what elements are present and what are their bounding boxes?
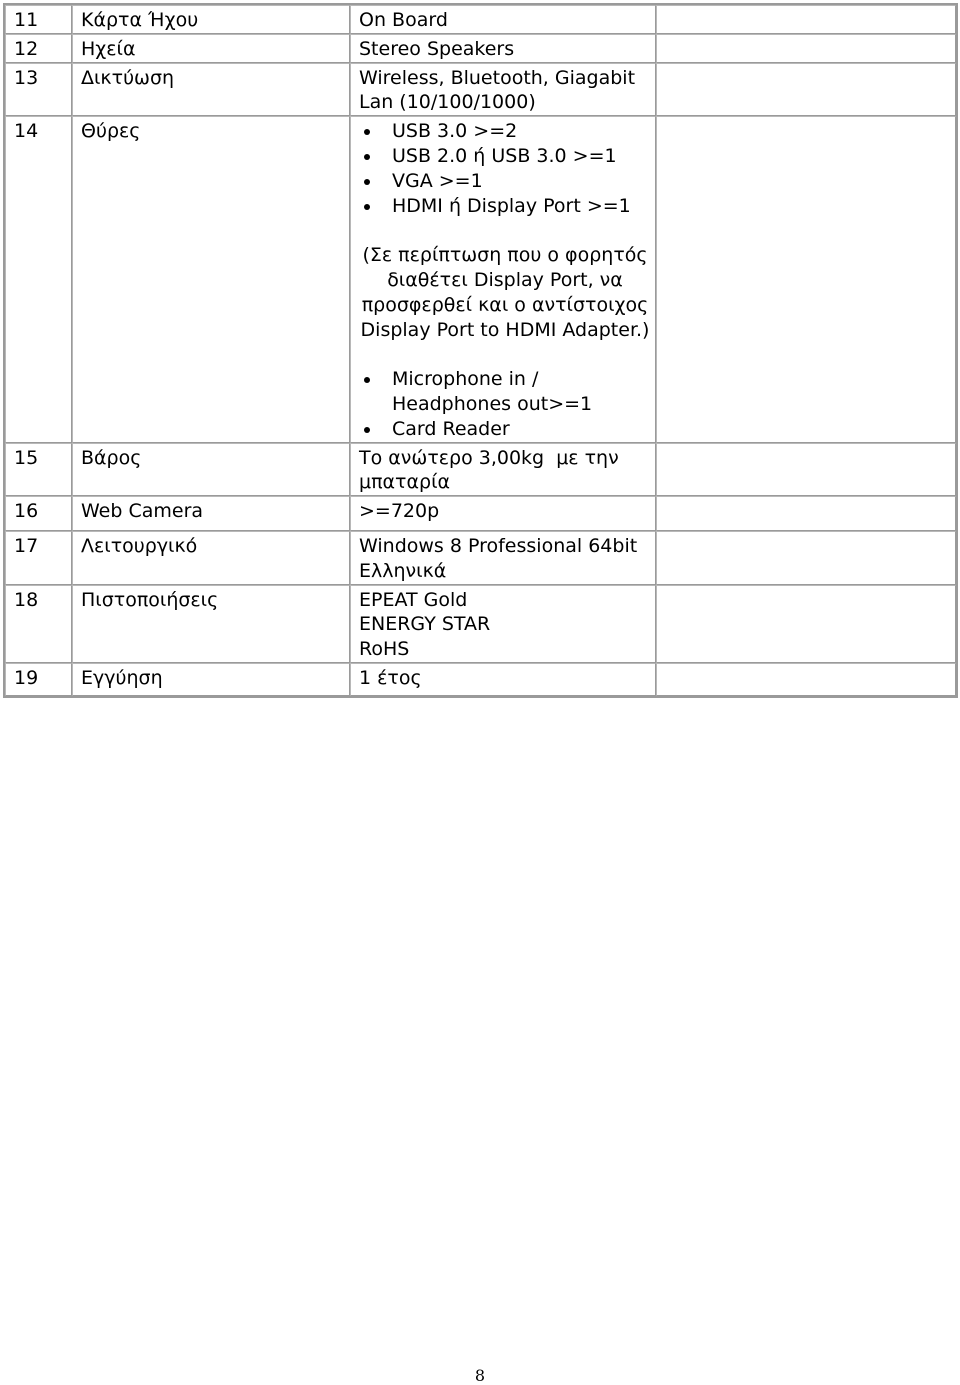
spec-name: Λειτουργικό bbox=[72, 531, 350, 585]
list-item bbox=[359, 367, 651, 417]
table-row bbox=[5, 5, 956, 34]
value-line: Το ανώτερο 3,00kg με την bbox=[359, 446, 619, 469]
row-number: 12 bbox=[5, 34, 72, 63]
response-cell bbox=[656, 496, 956, 531]
spec-name: Web Camera bbox=[72, 496, 350, 531]
spec-value: On Board bbox=[350, 5, 656, 34]
table-row bbox=[5, 496, 956, 531]
spec-name: Πιστοποιήσεις bbox=[72, 585, 350, 663]
list-item: Card Reader bbox=[359, 417, 651, 442]
list-item: USB 3.0 >=2 bbox=[359, 119, 651, 144]
row-number: 15 bbox=[5, 443, 72, 497]
spec-name: Κάρτα Ήχου bbox=[72, 5, 350, 34]
specifications-table bbox=[3, 3, 958, 698]
value-line: μπαταρία bbox=[359, 471, 451, 494]
table-row bbox=[5, 531, 956, 585]
spec-name: Ηχεία bbox=[72, 34, 350, 63]
response-cell bbox=[656, 531, 956, 585]
list-item: VGA >=1 bbox=[359, 169, 651, 194]
row-number: 18 bbox=[5, 585, 72, 663]
row-number: 16 bbox=[5, 496, 72, 531]
list-item-line: Headphones out>=1 bbox=[392, 392, 593, 415]
value-line: Lan (10/100/1000) bbox=[359, 91, 536, 114]
row-number: 13 bbox=[5, 63, 72, 117]
spec-name: Βάρος bbox=[72, 443, 350, 497]
spec-value: >=720p bbox=[350, 496, 656, 531]
response-cell bbox=[656, 63, 956, 117]
page-number: 8 bbox=[474, 1366, 486, 1385]
value-line: Windows 8 Professional 64bit bbox=[359, 534, 638, 557]
response-cell bbox=[656, 34, 956, 63]
note-line: (Σε περίπτωση που ο φορητός bbox=[362, 244, 648, 267]
table-row bbox=[5, 585, 956, 663]
adapter-note bbox=[359, 243, 651, 342]
table-row bbox=[5, 63, 956, 117]
value-line: ENERGY STAR bbox=[359, 613, 491, 636]
table-row bbox=[5, 443, 956, 497]
note-line: Display Port to HDMI Adapter.) bbox=[360, 318, 650, 341]
list-item: HDMI ή Display Port >=1 bbox=[359, 194, 651, 219]
row-number: 11 bbox=[5, 5, 72, 34]
spec-name: Δικτύωση bbox=[72, 63, 350, 117]
table-row bbox=[5, 116, 956, 442]
row-number: 19 bbox=[5, 663, 72, 696]
spec-value bbox=[350, 63, 656, 117]
response-cell bbox=[656, 116, 956, 442]
spec-value bbox=[350, 531, 656, 585]
list-item: USB 2.0 ή USB 3.0 >=1 bbox=[359, 144, 651, 169]
note-line: προσφερθεί και ο αντίστοιχος bbox=[361, 293, 649, 316]
spec-name: Θύρες bbox=[72, 116, 350, 442]
ports-list bbox=[359, 119, 651, 218]
spec-name: Εγγύηση bbox=[72, 663, 350, 696]
spec-value bbox=[350, 585, 656, 663]
spec-value bbox=[350, 443, 656, 497]
table-row bbox=[5, 663, 956, 696]
table-row bbox=[5, 34, 956, 63]
value-line: Wireless, Bluetooth, Giagabit bbox=[359, 66, 636, 89]
extra-ports-list bbox=[359, 367, 651, 441]
list-item-line: Microphone in / bbox=[392, 368, 539, 391]
response-cell bbox=[656, 443, 956, 497]
value-line: RoHS bbox=[359, 638, 410, 661]
spec-value: 1 έτος bbox=[350, 663, 656, 696]
value-line: EPEAT Gold bbox=[359, 588, 468, 611]
spec-value bbox=[350, 116, 656, 442]
value-line: Ελληνικά bbox=[359, 559, 447, 582]
row-number: 14 bbox=[5, 116, 72, 442]
row-number: 17 bbox=[5, 531, 72, 585]
response-cell bbox=[656, 5, 956, 34]
response-cell bbox=[656, 585, 956, 663]
response-cell bbox=[656, 663, 956, 696]
spec-value: Stereo Speakers bbox=[350, 34, 656, 63]
note-line: διαθέτει Display Port, να bbox=[387, 268, 623, 291]
